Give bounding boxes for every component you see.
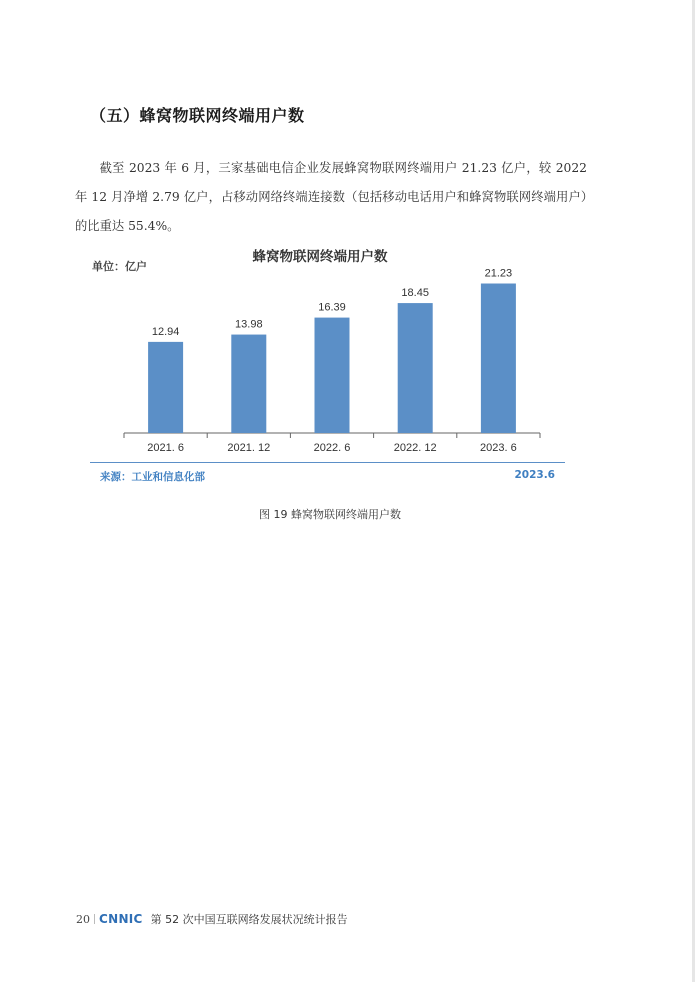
x-tick-label: 2021. 6 <box>147 442 184 454</box>
chart-source: 来源：工业和信息化部 <box>100 471 205 483</box>
section-heading: （五）蜂窝物联网终端用户数 <box>90 106 305 125</box>
bar <box>481 284 516 433</box>
page-footer <box>76 911 348 927</box>
page-number: 20 <box>76 912 90 926</box>
chart-date: 2023.6 <box>514 469 555 481</box>
bar <box>231 335 266 433</box>
bar-value-label: 13.98 <box>235 318 263 331</box>
x-tick-label: 2022. 12 <box>393 442 437 454</box>
x-tick-label: 2021. 12 <box>227 442 271 454</box>
x-tick-label: 2023. 6 <box>480 442 517 454</box>
footer-divider <box>94 914 95 924</box>
bar-value-label: 18.45 <box>401 287 429 300</box>
bar-chart <box>0 0 695 470</box>
source-divider <box>90 462 565 463</box>
bar <box>148 342 183 433</box>
bar <box>315 318 350 433</box>
chart-unit-label: 单位：亿户 <box>92 260 147 273</box>
x-tick-label: 2022. 6 <box>313 442 351 454</box>
body-paragraph: 截至 2023 年 6 月，三家基础电信企业发展蜂窝物联网终端用户 21.23 亿户，较 2022 年 12 月净增 2.79 亿户，占移动网络终端连接数（包括移动电话用户和蜂窝物联网终端用户）的比重达 55.4%。 <box>75 161 587 233</box>
bar-value-label: 12.94 <box>151 325 180 338</box>
report-title: 第 52 次中国互联网络发展状况统计报告 <box>150 913 348 926</box>
bar <box>398 303 433 433</box>
chart-title: 蜂窝物联网终端用户数 <box>252 249 388 265</box>
figure-caption: 图 19 蜂窝物联网终端用户数 <box>259 508 401 521</box>
cnnic-logo: CNNIC <box>99 912 143 926</box>
bar-value-label: 16.39 <box>318 301 346 314</box>
bar-value-label: 21.23 <box>484 267 513 280</box>
